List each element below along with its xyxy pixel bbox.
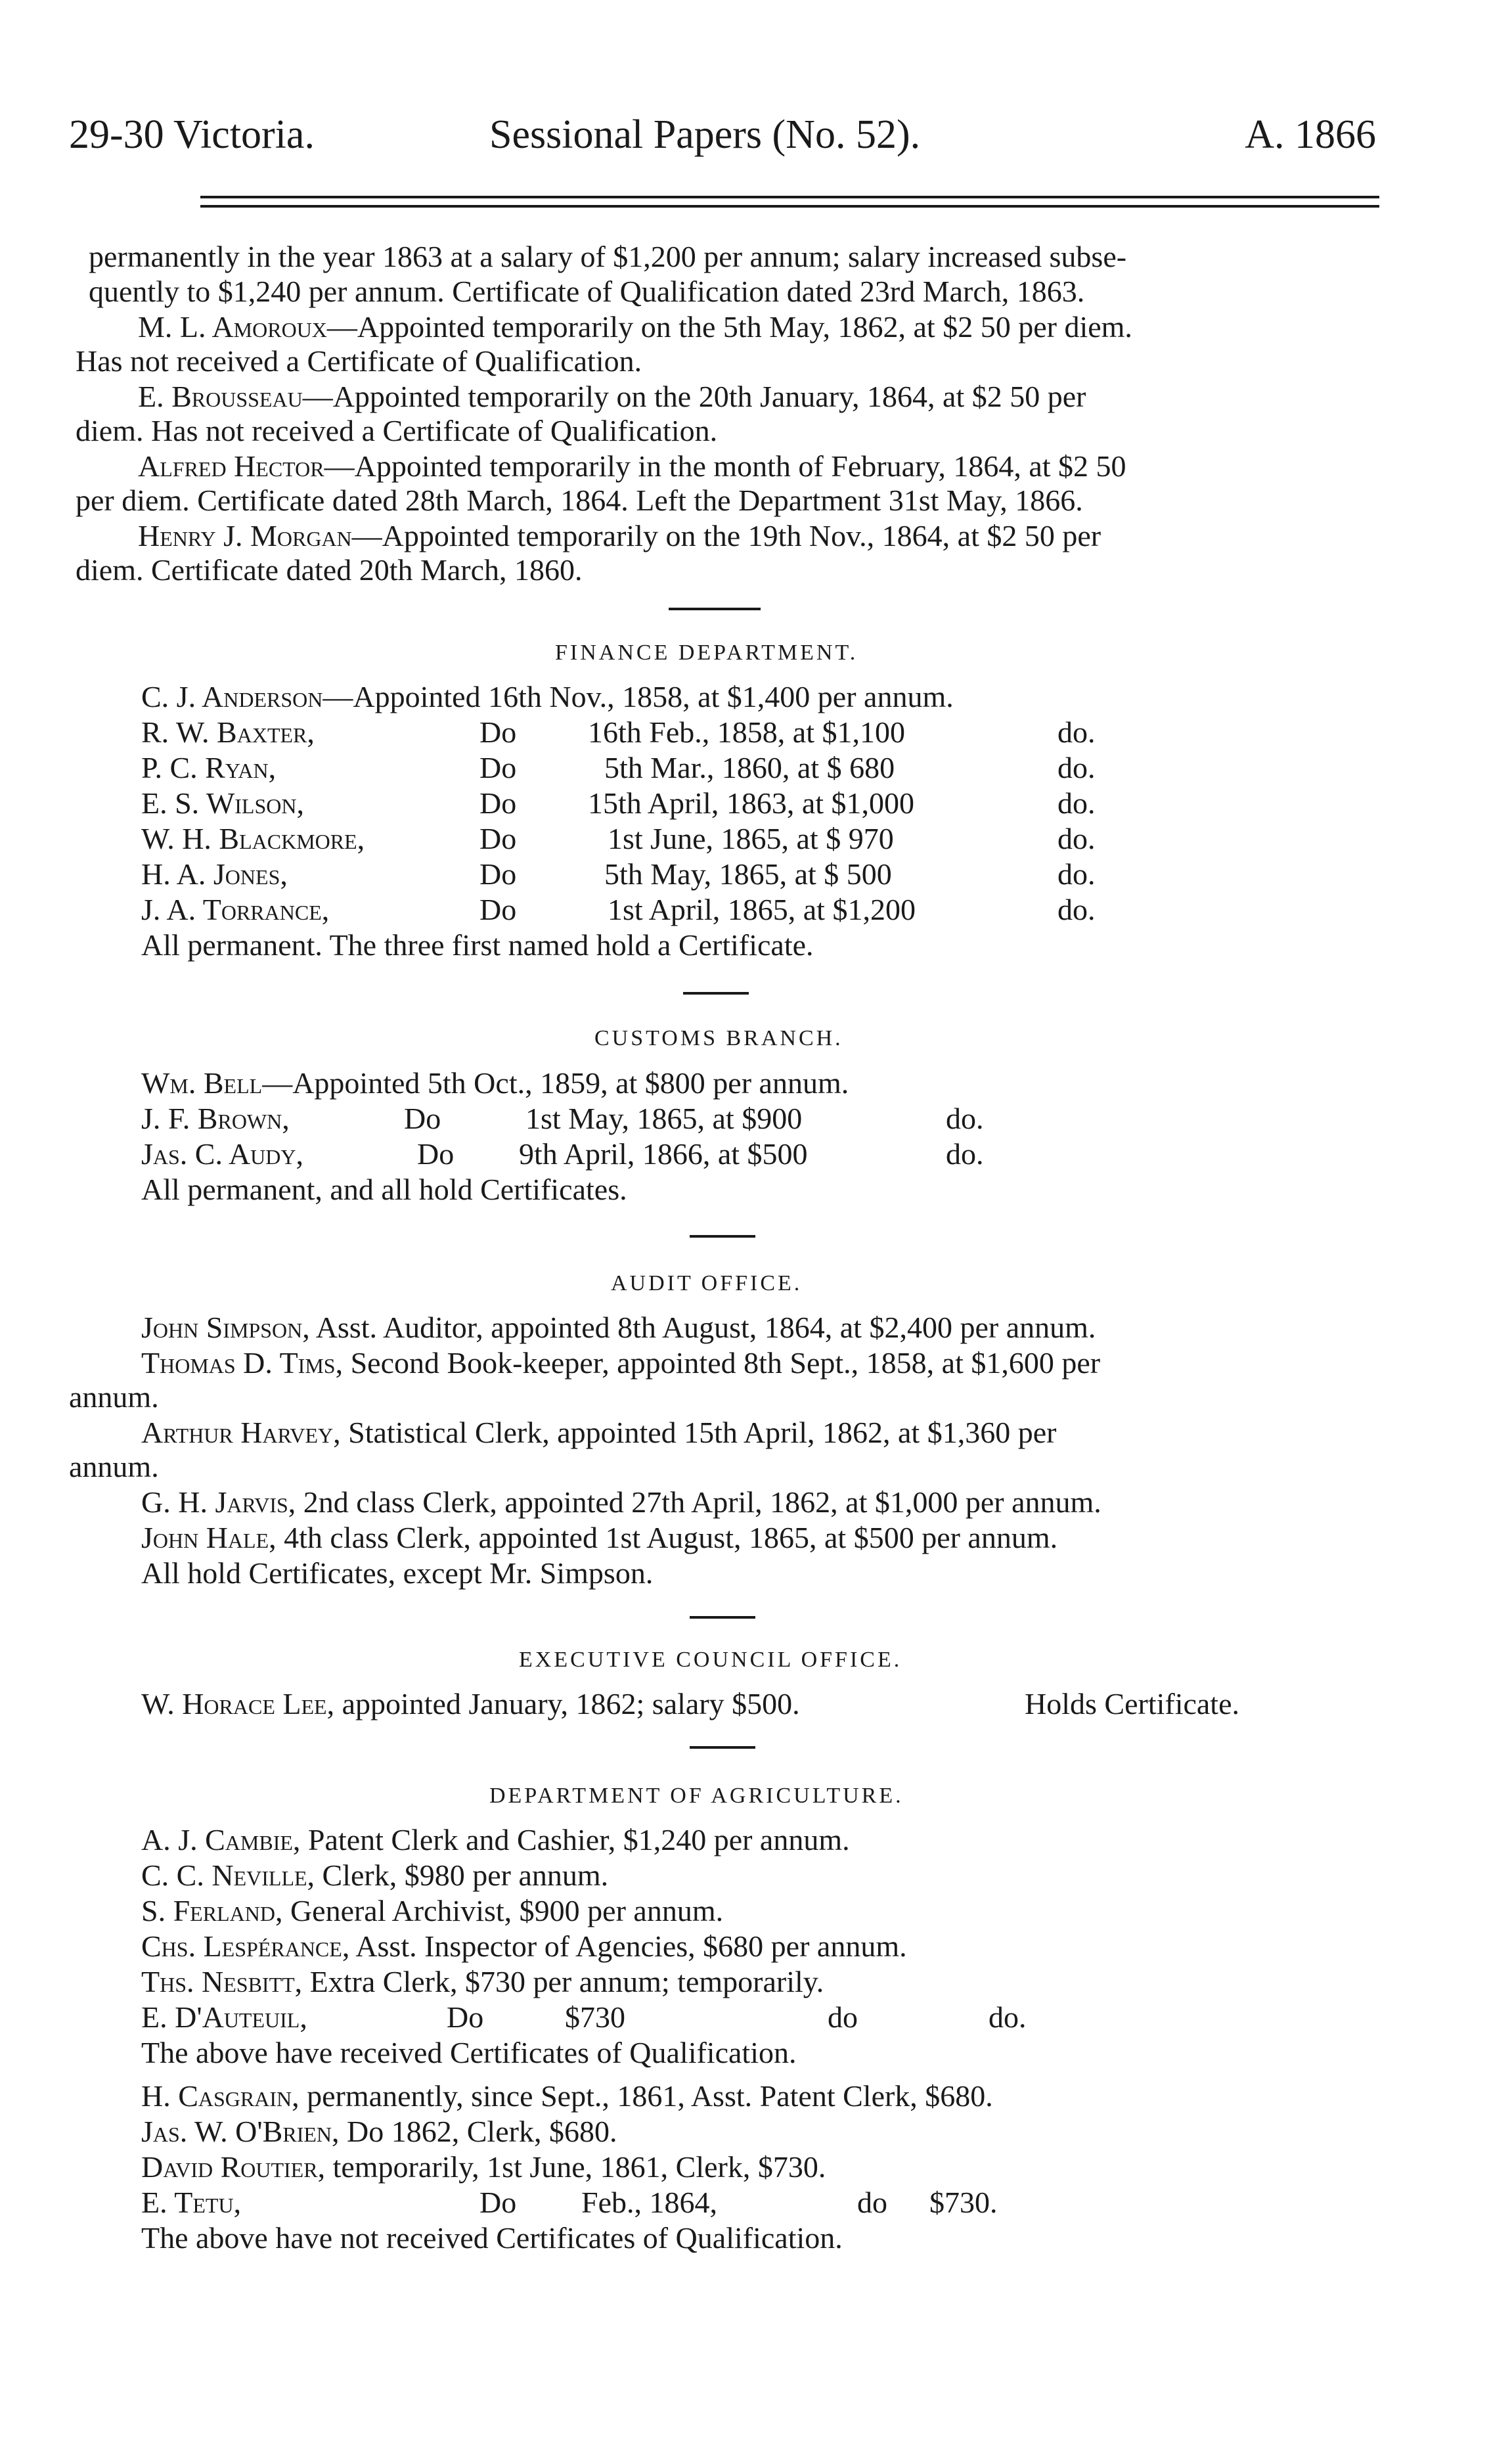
finance-date: 16th Feb., 1858, at $1,100 [588, 715, 905, 749]
audit-entry-tims-cont: annum. [69, 1380, 159, 1414]
finance-do: do. [1057, 786, 1096, 820]
customs-do: Do [404, 1102, 441, 1135]
agri-entry-neville: C. C. Neville, Clerk, $980 per annum. [141, 1858, 609, 1892]
agriculture-title: DEPARTMENT OF AGRICULTURE. [489, 1784, 904, 1808]
section-divider [690, 1746, 755, 1749]
finance-date: 1st June, 1865, at $ 970 [608, 822, 894, 855]
agri-entry-ferland: S. Ferland, General Archivist, $900 per annum. [141, 1894, 724, 1927]
audit-title: AUDIT OFFICE. [611, 1271, 803, 1295]
executive-title: EXECUTIVE COUNCIL OFFICE. [519, 1648, 902, 1672]
entry-hector-cont: per diem. Certificate dated 28th March, 1864. Left the Department 31st May, 1866. [76, 483, 1083, 517]
customs-do: do. [946, 1137, 984, 1171]
finance-date: 5th Mar., 1860, at $ 680 [604, 751, 895, 784]
agri-amount: $730. [929, 2186, 998, 2219]
finance-do: do. [1057, 715, 1096, 749]
entry-morgan-cont: diem. Certificate dated 20th March, 1860. [76, 553, 583, 587]
customs-do: do. [946, 1102, 984, 1135]
section-divider [669, 608, 761, 610]
entry-amoroux-cont: Has not received a Certificate of Qualification. [76, 344, 642, 378]
finance-do: do. [1057, 822, 1096, 855]
finance-do: Do [479, 822, 517, 855]
customs-note: All permanent, and all hold Certificates. [141, 1173, 627, 1206]
agri-entry-casgrain: H. Casgrain, permanently, since Sept., 1861, Asst. Patent Clerk, $680. [141, 2079, 993, 2113]
agri-note-2: The above have not received Certificates of Qualification. [141, 2221, 843, 2255]
audit-entry-hale: John Hale, 4th class Clerk, appointed 1st August, 1865, at $500 per annum. [141, 1521, 1058, 1554]
finance-row: E. S. Wilson, [141, 786, 304, 820]
finance-title: FINANCE DEPARTMENT. [555, 641, 858, 665]
customs-do: Do [417, 1137, 455, 1171]
section-divider [683, 992, 749, 995]
header-papers: Sessional Papers (No. 52). [489, 112, 921, 157]
page-header [69, 112, 1376, 171]
section-divider [690, 1235, 755, 1238]
finance-row: P. C. Ryan, [141, 751, 277, 784]
agri-entry-routier: David Routier, temporarily, 1st June, 1861, Clerk, $730. [141, 2150, 826, 2184]
agri-entry-dauteuil: E. D'Auteuil, [141, 2000, 307, 2034]
audit-entry-tims: Thomas D. Tims, Second Book-keeper, appointed 8th Sept., 1858, at $1,600 per [141, 1346, 1101, 1380]
finance-date: 1st April, 1865, at $1,200 [608, 893, 916, 926]
audit-entry-simpson: John Simpson, Asst. Auditor, appointed 8th August, 1864, at $2,400 per annum. [141, 1311, 1096, 1344]
finance-row: R. W. Baxter, [141, 715, 315, 749]
agri-amount: $730 [565, 2000, 625, 2034]
agri-entry-nesbitt: Ths. Nesbitt, Extra Clerk, $730 per annum; temporarily. [141, 1965, 824, 1998]
customs-row: J. F. Brown, [141, 1102, 290, 1135]
agri-entry-cambie: A. J. Cambie, Patent Clerk and Cashier, $1,240 per annum. [141, 1823, 850, 1856]
header-session: 29-30 Victoria. [69, 112, 315, 157]
finance-note: All permanent. The three first named hold a Certificate. [141, 928, 814, 962]
finance-do: Do [479, 786, 517, 820]
customs-date: 1st May, 1865, at $900 [525, 1102, 803, 1135]
customs-date: 9th April, 1866, at $500 [519, 1137, 808, 1171]
finance-do: Do [479, 893, 517, 926]
audit-entry-harvey-cont: annum. [69, 1450, 159, 1483]
finance-row-anderson: C. J. Anderson—Appointed 16th Nov., 1858, at $1,400 per annum. [141, 680, 954, 713]
agri-entry-obrien: Jas. W. O'Brien, Do 1862, Clerk, $680. [141, 2115, 617, 2148]
continued-line-1: permanently in the year 1863 at a salary of $1,200 per annum; salary increased subse- [89, 240, 1127, 273]
header-year: A. 1866 [1245, 112, 1376, 157]
entry-morgan: Henry J. Morgan—Appointed temporarily on the 19th Nov., 1864, at $2 50 per [138, 519, 1101, 552]
entry-brousseau-cont: diem. Has not received a Certificate of Qualification. [76, 414, 718, 447]
finance-do: Do [479, 715, 517, 749]
finance-row: J. A. Torrance, [141, 893, 330, 926]
agri-do: Do [447, 2000, 484, 2034]
agri-date: Feb., 1864, [581, 2186, 717, 2219]
section-divider [690, 1616, 755, 1619]
executive-entry-lee: W. Horace Lee, appointed January, 1862; salary $500. [141, 1687, 800, 1720]
entry-hector: Alfred Hector—Appointed temporarily in the month of February, 1864, at $2 50 [138, 449, 1126, 483]
finance-row: H. A. Jones, [141, 857, 288, 891]
agri-do: Do [479, 2186, 517, 2219]
continued-line-2: quently to $1,240 per annum. Certificate of Qualification dated 23rd March, 1863. [89, 275, 1085, 308]
finance-date: 15th April, 1863, at $1,000 [588, 786, 915, 820]
agri-entry-tetu: E. Tetu, [141, 2186, 242, 2219]
agri-do: do [828, 2000, 858, 2034]
header-rule-top [200, 196, 1379, 198]
finance-do: Do [479, 751, 517, 784]
audit-entry-jarvis: G. H. Jarvis, 2nd class Clerk, appointed 27th April, 1862, at $1,000 per annum. [141, 1485, 1101, 1519]
customs-title: CUSTOMS BRANCH. [594, 1026, 843, 1050]
audit-note: All hold Certificates, except Mr. Simpson. [141, 1556, 654, 1590]
finance-date: 5th May, 1865, at $ 500 [604, 857, 892, 891]
executive-holds: Holds Certificate. [1025, 1687, 1240, 1720]
header-rule-bottom [200, 205, 1379, 208]
entry-brousseau: E. Brousseau—Appointed temporarily on the 20th January, 1864, at $2 50 per [138, 380, 1086, 413]
finance-do: do. [1057, 857, 1096, 891]
agri-do: do [857, 2186, 887, 2219]
finance-do: do. [1057, 893, 1096, 926]
customs-row-bell: Wm. Bell—Appointed 5th Oct., 1859, at $800 per annum. [141, 1066, 849, 1100]
finance-do: Do [479, 857, 517, 891]
agri-do: do. [989, 2000, 1027, 2034]
agri-entry-lesperance: Chs. Lespérance, Asst. Inspector of Agencies, $680 per annum. [141, 1929, 907, 1963]
customs-row: Jas. C. Audy, [141, 1137, 303, 1171]
entry-amoroux: M. L. Amoroux—Appointed temporarily on the 5th May, 1862, at $2 50 per diem. [138, 310, 1132, 344]
finance-do: do. [1057, 751, 1096, 784]
agri-note-1: The above have received Certificates of Qualification. [141, 2036, 797, 2069]
audit-entry-harvey: Arthur Harvey, Statistical Clerk, appointed 15th April, 1862, at $1,360 per [141, 1416, 1057, 1449]
finance-row: W. H. Blackmore, [141, 822, 365, 855]
